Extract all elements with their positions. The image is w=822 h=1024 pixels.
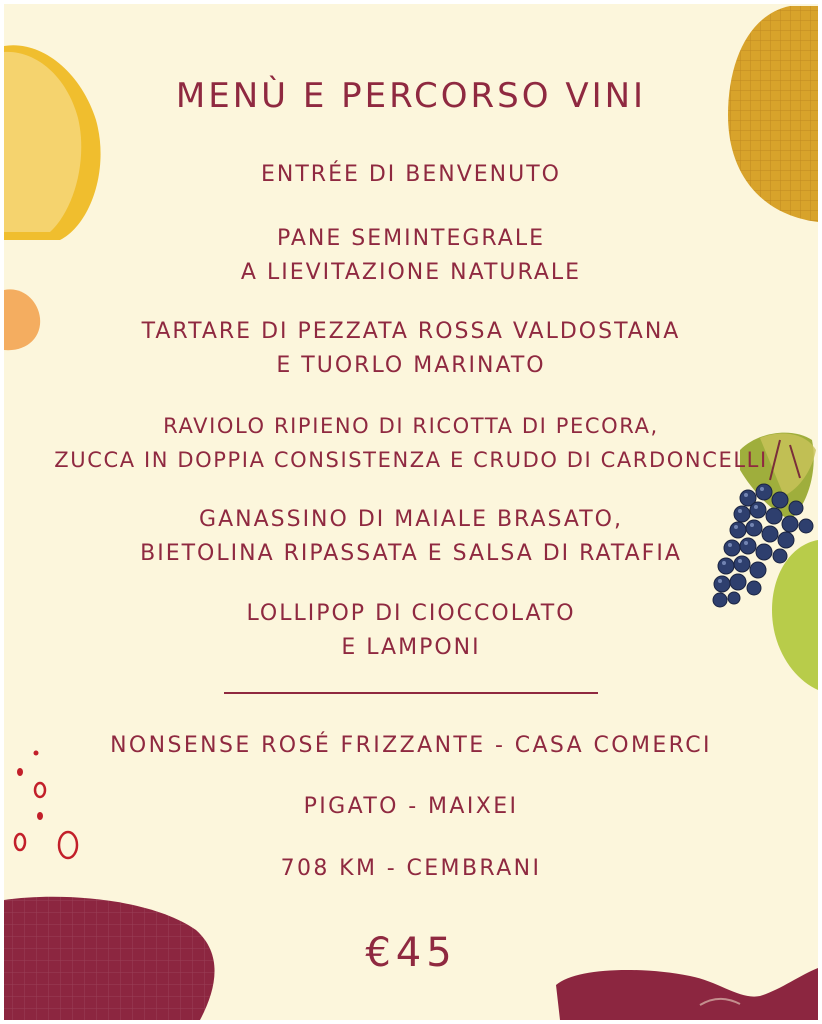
menu-title: MENÙ E PERCORSO VINI [175,76,647,116]
course-line: TARTARE DI PEZZATA ROSSA VALDOSTANA [141,319,681,344]
yellow-blob [4,45,101,240]
divider-line [224,692,598,694]
course-raviolo [0,409,822,477]
course-line: A LIEVITAZIONE NATURALE [240,260,582,285]
course-line: ZUCCA IN DOPPIA CONSISTENZA E CRUDO DI CARDONCELLI [54,448,768,472]
course-lollipop [0,597,822,665]
price: €45 [365,930,457,976]
course-bread [0,222,822,290]
course-line: PANE SEMINTEGRALE [276,226,546,251]
course-line: BIETOLINA RIPASSATA E SALSA DI RATAFIA [140,541,682,566]
wine-item: NONSENSE ROSÉ FRIZZANTE - CASA COMERCI [110,733,712,758]
course-ganassino [0,503,822,571]
course-tartare [0,315,822,383]
course-line: RAVIOLO RIPIENO DI RICOTTA DI PECORA, [163,414,659,438]
course-line: E LAMPONI [341,635,481,660]
wine-item: 708 KM - CEMBRANI [280,856,542,881]
course-line: ENTRÉE DI BENVENUTO [260,162,561,187]
course-line: GANASSINO DI MAIALE BRASATO, [199,507,623,532]
course-welcome [0,158,822,192]
wine-item: PIGATO - MAIXEI [303,794,519,819]
course-line: E TUORLO MARINATO [276,353,546,378]
course-line: LOLLIPOP DI CIOCCOLATO [246,601,576,626]
